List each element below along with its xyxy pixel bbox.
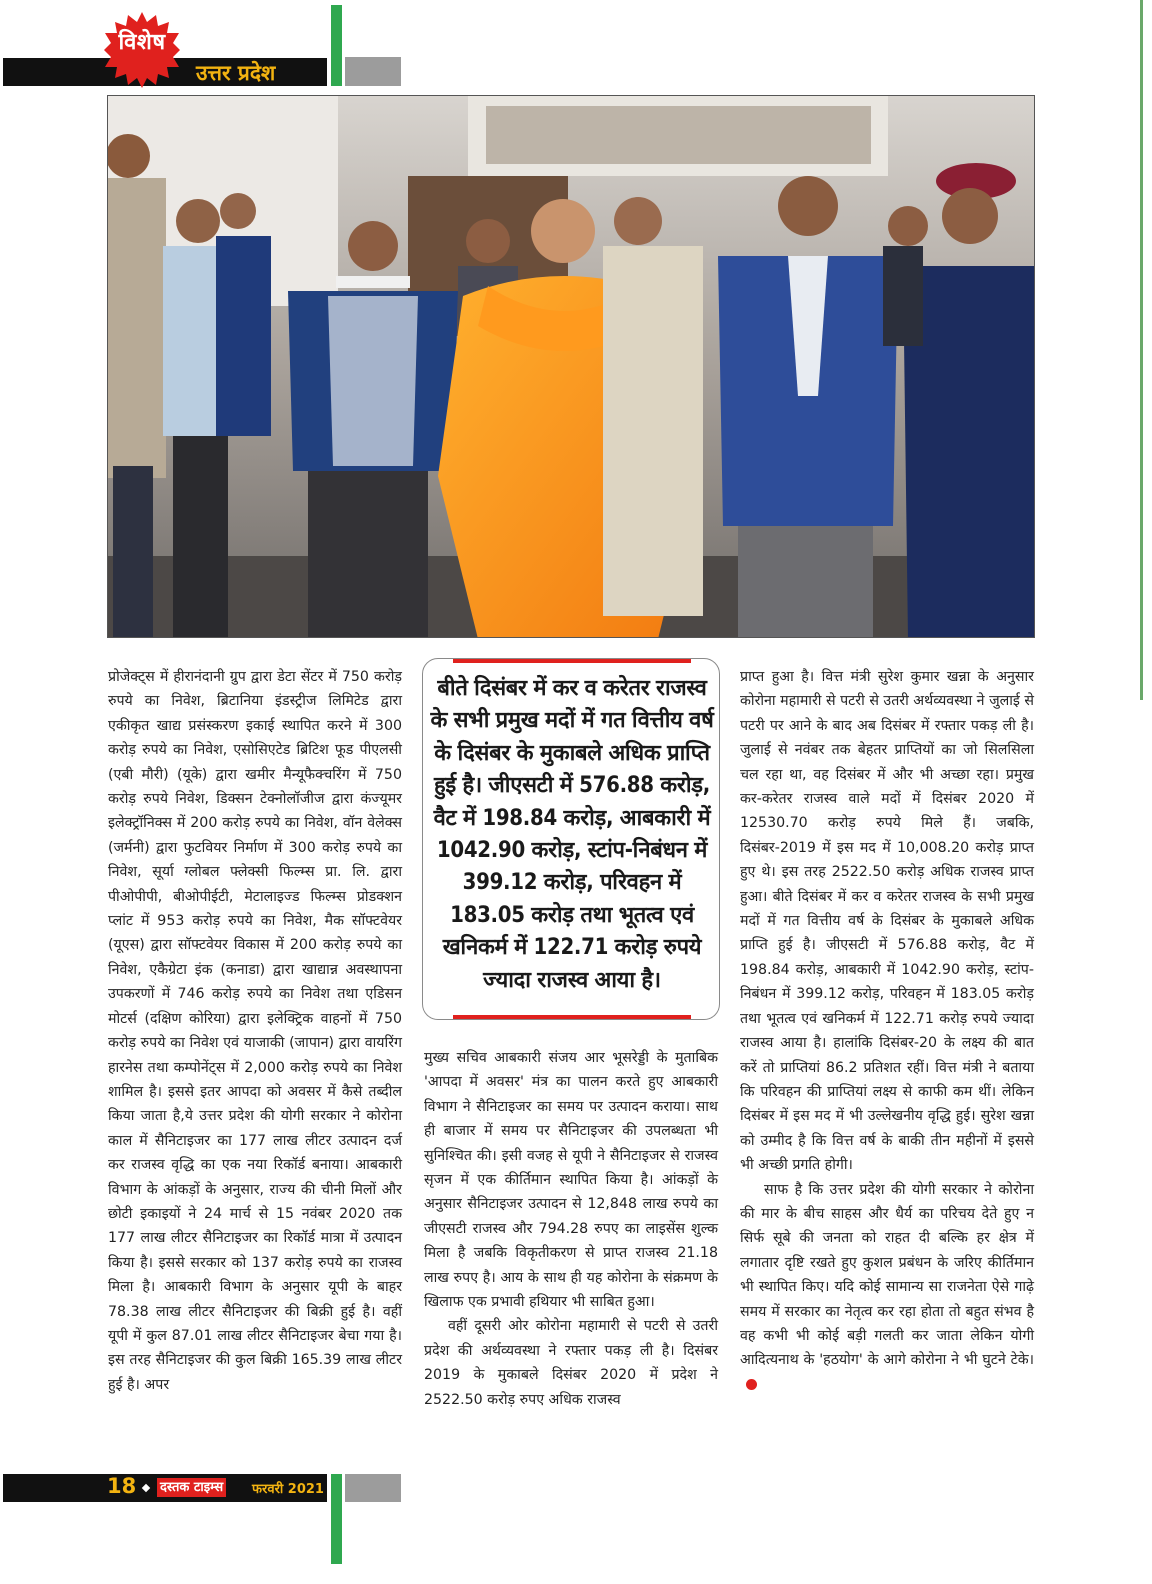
page-number: 18 — [107, 1474, 137, 1498]
pull-quote-text: बीते दिसंबर में कर व करेतर राजस्व के सभी प्रमुख मदों में गत वित्तीय वर्ष के दिसंबर के मुकाबले अधिक प्राप्ति हुई है। जीएसटी में 576.88 करोड़, वैट में 198.84 करोड़, आबकारी में 1042.90 करोड़, स्टांप-निबंधन में 399.12 करोड़, परिवहन में 183.05 करोड़ तथा भूतत्व एवं खनिकर्म में 122.71 करोड़ रुपये ज्यादा राजस्व आया है। — [430, 676, 714, 993]
page-edge-strip — [1140, 0, 1143, 700]
footer-green-bar — [331, 1474, 342, 1564]
column-2-paragraph-1: मुख्य सचिव आबकारी संजय आर भूसरेड्डी के मुताबिक 'आपदा में अवसर' मंत्र का पालन करते हुए आबकारी विभाग ने सैनिटाइजर का समय पर उत्पादन कराया। साथ ही बाजार में समय पर सैनिटाइजर की उपलब्धता भी सुनिश्चित की। इसी वजह से यूपी ने सैनिटाइजर से राजस्व सृजन में एक कीर्तिमान स्थापित किया है। आंकड़ों के अनुसार सैनिटाइजर उत्पादन से 12,848 लाख रुपये का जीएसटी राजस्व और 794.28 रुपए का लाइसेंस शुल्क मिला है जबकि विकृतीकरण से प्राप्त राजस्व 21.18 लाख रुपए है। आय के साथ ही यह कोरोना के संक्रमण के खिलाफ एक प्रभावी हथियार भी साबित हुआ। — [424, 1050, 718, 1311]
person-kurta — [603, 197, 703, 616]
header-grey-block — [345, 57, 401, 86]
issue-date: फरवरी 2021 — [252, 1482, 324, 1497]
column-3-paragraph-2-text: साफ है कि उत्तर प्रदेश की योगी सरकार ने कोरोना की मार के बीच साहस और धैर्य का परिचय देते हुए न सिर्फ सूबे की जनता को राहत दी बल्कि हर क्षेत्र में लगातार दृष्टि रखते हुए कुशल प्रबंधन के जरिए कीर्तिमान भी स्थापित किए। यदि कोई सामान्य सा राजनेता ऐसे गाढ़े समय में सरकार का नेतृत्व कर रहा होता तो बहुत संभव है वह कभी भी कोई बड़ी गलती कर जाता लेकिन योगी आदित्यनाथ के 'हठयोग' के आगे कोरोना ने भी घुटने टेके। — [740, 1181, 1034, 1369]
pull-quote-top-rule — [453, 659, 691, 663]
column-1-paragraph: प्रोजेक्ट्स में हीरानंदानी ग्रुप द्वारा डेटा सेंटर में 750 करोड़ रुपये का निवेश, ब्रिटानिया इंडस्ट्रीज लिमिटेड द्वारा एकीकृत खाद्य प्रसंस्करण इकाई स्थापित करने में 300 करोड़ रुपये का निवेश, एसोसिएटेड ब्रिटिश फूड पीएलसी (एबी मौरी) (यूके) द्वारा खमीर मैन्यूफैक्चरिंग में 750 करोड़ रुपये निवेश, डिक्सन टेक्नोलॉजीज द्वारा कंज्यूमर इलेक्ट्रॉनिक्स में 200 करोड़ रुपये का निवेश, वॉन वेलेक्स (जर्मनी) द्वारा फुटवियर निर्माण में 300 करोड़ रुपये का निवेश, सूर्या ग्लोबल फ्लेक्सी फिल्म्स प्रा. लि. द्वारा पीओपीपी, बीओपीईटी, मेटालाइज्ड फिल्म्स प्रोडक्शन प्लांट में 953 करोड़ रुपये का निवेश, मैक सॉफ्टवेयर (यूएस) द्वारा सॉफ्टवेयर विकास में 200 करोड़ रुपये का निवेश, एकैग्रेटा इंक (कनाडा) द्वारा खाद्यान्न अवस्थापना उपकरणों में 746 करोड़ रुपये का निवेश तथा एडिसन मोटर्स (दक्षिण कोरिया) द्वारा इलेक्ट्रिक वाहनों में 750 करोड़ रुपये का निवेश एवं याजाकी (जापान) द्वारा वायरिंग हारनेस तथा कम्पोनेंट्स में 2,000 करोड़ रुपये का निवेश शामिल है। इससे इतर आपदा को अवसर में कैसे तब्दील किया जाता है,ये उत्तर प्रदेश की योगी सरकार ने कोरोना काल में सैनिटाइजर का 177 लाख लीटर उत्पादन दर्ज कर राजस्व वृद्धि का एक नया रिकॉर्ड बनाया। आबकारी विभाग के आंकड़ों के अनुसार, राज्य की चीनी मिलों और छोटी इकाइयों ने 24 मार्च से 15 नवंबर 2020 तक 177 लाख लीटर सैनिटाइजर का रिकॉर्ड मात्रा में उत्पादन किया है। इससे सरकार को 137 करोड़ रुपये का राजस्व मिला है। आबकारी विभाग के अनुसार यूपी के बाहर 78.38 लाख लीटर सैनिटाइजर की बिक्री हुई है। वहीं यूपी में कुल 87.01 लाख लीटर सैनिटाइजर बेचा गया है। इस तरह सैनिटाइजर की कुल बिक्री 165.39 लाख लीटर हुई है। अपर — [108, 669, 402, 1393]
special-badge-label: विशेष — [118, 30, 166, 55]
magazine-logo: दस्तक टाइम्स — [157, 1478, 226, 1497]
footer-grey-block — [345, 1474, 401, 1502]
article-photo — [107, 95, 1035, 638]
pull-quote-box — [422, 658, 720, 1020]
section-title: उत्तर प्रदेश — [196, 61, 276, 85]
article-end-dot-icon — [746, 1379, 757, 1390]
article-column-2 — [424, 1046, 718, 1412]
article-column-3 — [740, 665, 1034, 1397]
person-back-right — [883, 206, 928, 346]
group-walking-photo-icon — [108, 96, 1035, 638]
column-3-paragraph-2 — [740, 1178, 1034, 1398]
column-2-paragraph-2: वहीं दूसरी ओर कोरोना महामारी से पटरी से उतरी प्रदेश की अर्थव्यवस्था ने रफ्तार पकड़ ली है। दिसंबर 2019 के मुकाबले दिसंबर 2020 में प्रदेश ने 2522.50 करोड़ रुपए अधिक राजस्व — [424, 1318, 718, 1408]
pull-quote-bottom-rule — [453, 1015, 691, 1019]
header-green-bar — [331, 5, 342, 86]
article-column-1 — [108, 665, 402, 1397]
column-3-paragraph-1: प्राप्त हुआ है। वित्त मंत्री सुरेश कुमार खन्ना के अनुसार कोरोना महामारी से पटरी से उतरी अर्थव्यवस्था ने जुलाई से पटरी पर आने के बाद अब दिसंबर में रफ्तार पकड़ ली है। जुलाई से नवंबर तक बेहतर प्राप्तियों का जो सिलसिला चल रहा था, वह दिसंबर में और भी अच्छा रहा। प्रमुख कर-करेतर राजस्व वाले मदों में दिसंबर 2020 में 12530.70 करोड़ रुपये मिले हैं। जबकि, दिसंबर-2019 में इस मद में 10,008.20 करोड़ प्राप्त हुए थे। इस तरह 2522.50 करोड़ अधिक राजस्व प्राप्त हुआ। बीते दिसंबर में कर व करेतर राजस्व के सभी प्रमुख मदों में गत वित्तीय वर्ष के दिसंबर के मुकाबले अधिक प्राप्ति हुई है। जीएसटी में 576.88 करोड़, वैट में 198.84 करोड़, आबकारी में 1042.90 करोड़, स्टांप-निबंधन में 399.12 करोड़, परिवहन में 183.05 करोड़ तथा भूतत्व एवं खनिकर्म में 122.71 करोड़ रुपये ज्यादा राजस्व आया है। हालांकि दिसंबर-20 के लक्ष्य की बात करें तो प्राप्तियां 86.2 प्रतिशत रहीं। वित्त मंत्री ने बताया कि परिवहन की प्राप्तियां लक्ष्य से काफी कम थीं। लेकिन दिसंबर में इस मद में भी उल्लेखनीय वृद्धि हुई। सुरेश खन्ना को उम्मीद है कि वित्त वर्ष के बाकी तीन महीनों में इससे भी अच्छी प्रगति होगी। — [740, 669, 1034, 1174]
